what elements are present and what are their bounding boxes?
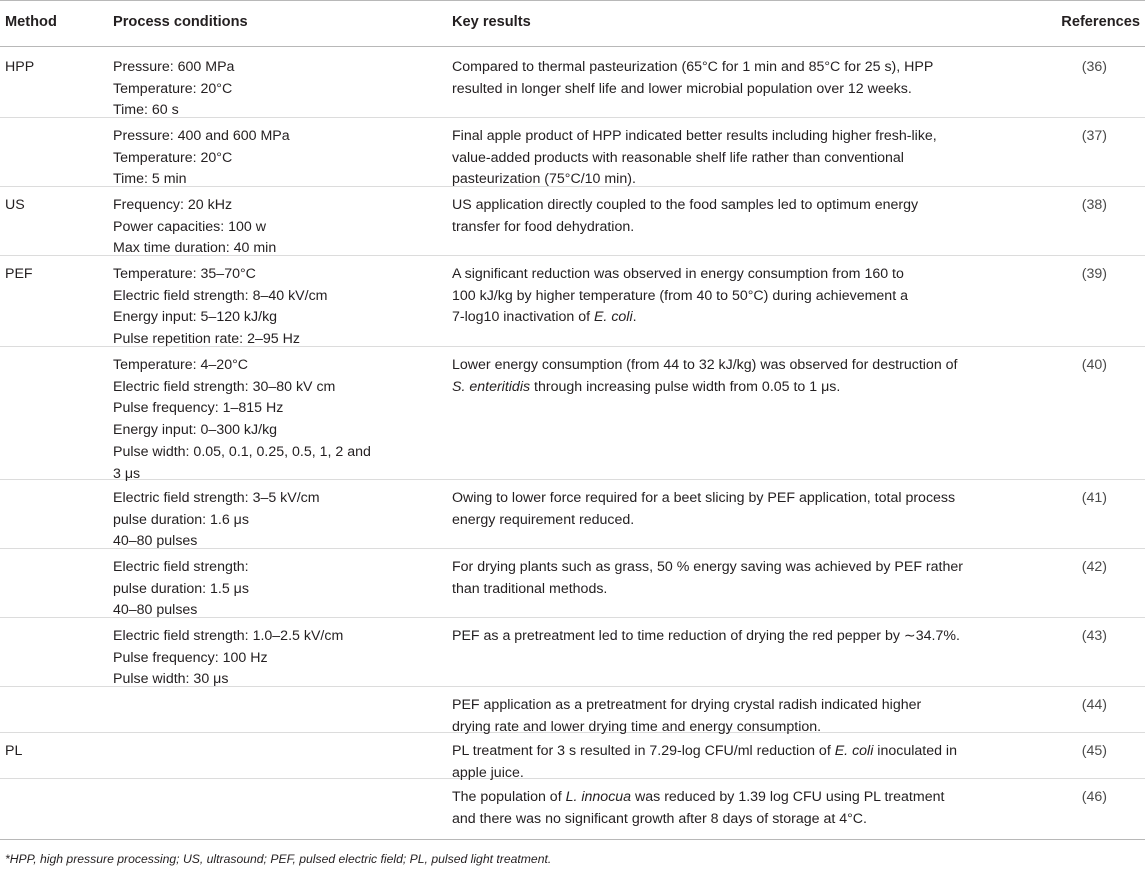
reference-cell: (44)	[1081, 697, 1107, 713]
results-line: resulted in longer shelf life and lower microbial population over 12 weeks.	[452, 80, 912, 97]
conditions-cell	[113, 626, 438, 691]
conditions-line: Pulse width: 30 μs	[113, 671, 229, 688]
results-cell	[452, 695, 1012, 738]
conditions-cell	[113, 557, 438, 622]
results-line: drying rate and lower drying time and energy consumption.	[452, 718, 822, 735]
results-cell	[452, 787, 1012, 830]
conditions-line: 40–80 pulses	[113, 602, 198, 619]
reference-cell: (45)	[1081, 743, 1107, 759]
reference-cell: (42)	[1081, 559, 1107, 575]
conditions-line: Temperature: 20°C	[113, 80, 233, 97]
results-cell	[452, 626, 1012, 648]
results-line: A significant reduction was observed in energy consumption from 160 to	[452, 266, 904, 282]
conditions-line: Pressure: 600 MPa	[113, 59, 235, 75]
results-cell	[452, 355, 1012, 398]
conditions-line: Electric field strength: 3–5 kV/cm	[113, 490, 320, 506]
header-method: Method	[5, 14, 57, 30]
results-line: transfer for food dehydration.	[452, 218, 635, 235]
conditions-line: Time: 60 s	[113, 102, 179, 119]
results-cell	[452, 488, 1012, 531]
conditions-line: 3 μs	[113, 465, 141, 482]
method-cell: HPP	[5, 59, 35, 75]
results-line: value-added products with reasonable shelf life rather than conventional	[452, 149, 904, 166]
results-cell	[452, 57, 1012, 100]
conditions-cell	[113, 488, 438, 553]
conditions-line: Electric field strength: 1.0–2.5 kV/cm	[113, 628, 344, 644]
method-cell: PL	[5, 743, 23, 759]
results-cell	[452, 126, 1012, 191]
conditions-line: pulse duration: 1.5 μs	[113, 580, 249, 597]
conditions-line: Time: 5 min	[113, 171, 187, 188]
results-line: S. enteritidis through increasing pulse width from 0.05 to 1 μs.	[452, 378, 841, 395]
results-line: PEF application as a pretreatment for drying crystal radish indicated higher	[452, 697, 922, 713]
conditions-line: Electric field strength:	[113, 559, 249, 575]
table-top-rule	[0, 0, 1145, 1]
results-line: The population of L. innocua was reduced by 1.39 log CFU using PL treatment	[452, 789, 945, 805]
reference-cell: (39)	[1081, 266, 1107, 282]
results-line: PEF as a pretreatment led to time reduction of drying the red pepper by ∼34.7%.	[452, 628, 960, 644]
results-cell	[452, 264, 1012, 329]
conditions-line: Temperature: 35–70°C	[113, 266, 256, 282]
results-cell	[452, 195, 1012, 238]
conditions-cell	[113, 126, 438, 191]
reference-cell: (43)	[1081, 628, 1107, 644]
reference-cell: (36)	[1081, 59, 1107, 75]
reference-cell: (46)	[1081, 789, 1107, 805]
method-cell: PEF	[5, 266, 33, 282]
conditions-cell	[113, 355, 438, 485]
conditions-line: Frequency: 20 kHz	[113, 197, 233, 213]
conditions-line: 40–80 pulses	[113, 533, 198, 550]
table-footnote: *HPP, high pressure processing; US, ultrasound; PEF, pulsed electric field; PL, pulsed light treatment.	[5, 852, 552, 866]
conditions-line: Pulse repetition rate: 2–95 Hz	[113, 331, 300, 348]
results-line: apple juice.	[452, 764, 524, 781]
results-line: Lower energy consumption (from 44 to 32 kJ/kg) was observed for destruction of	[452, 357, 958, 373]
conditions-line: Pulse width: 0.05, 0.1, 0.25, 0.5, 1, 2 and	[113, 443, 371, 460]
results-line: than traditional methods.	[452, 580, 608, 597]
reference-cell: (41)	[1081, 490, 1107, 506]
conditions-line: Temperature: 4–20°C	[113, 357, 249, 373]
header-results: Key results	[452, 14, 531, 30]
conditions-line: Electric field strength: 30–80 kV cm	[113, 378, 336, 395]
reference-cell: (40)	[1081, 357, 1107, 373]
conditions-line: Temperature: 20°C	[113, 149, 233, 166]
conditions-cell	[113, 57, 438, 122]
conditions-line: Pressure: 400 and 600 MPa	[113, 128, 290, 144]
table-bottom-rule	[0, 839, 1145, 840]
header-references: References	[1061, 14, 1140, 30]
header-rule	[0, 46, 1145, 47]
conditions-line: Energy input: 5–120 kJ/kg	[113, 309, 278, 326]
reference-cell: (37)	[1081, 128, 1107, 144]
conditions-line: Power capacities: 100 w	[113, 218, 266, 235]
conditions-line: Electric field strength: 8–40 kV/cm	[113, 287, 328, 304]
reference-cell: (38)	[1081, 197, 1107, 213]
results-line: energy requirement reduced.	[452, 511, 635, 528]
results-line: 100 kJ/kg by higher temperature (from 40 to 50°C) during achievement a	[452, 287, 908, 304]
conditions-line: Max time duration: 40 min	[113, 240, 277, 257]
conditions-cell	[113, 264, 438, 351]
conditions-line: Pulse frequency: 1–815 Hz	[113, 400, 284, 417]
conditions-cell	[113, 195, 438, 260]
results-cell	[452, 557, 1012, 600]
conditions-line: Energy input: 0–300 kJ/kg	[113, 422, 278, 439]
header-conditions: Process conditions	[113, 14, 248, 30]
results-line: Owing to lower force required for a beet slicing by PEF application, total process	[452, 490, 956, 506]
results-line: For drying plants such as grass, 50 % energy saving was achieved by PEF rather	[452, 559, 963, 575]
results-cell	[452, 741, 1012, 784]
results-line: Final apple product of HPP indicated better results including higher fresh-like,	[452, 128, 937, 144]
conditions-line: pulse duration: 1.6 μs	[113, 511, 249, 528]
results-line: US application directly coupled to the food samples led to optimum energy	[452, 197, 919, 213]
conditions-line: Pulse frequency: 100 Hz	[113, 649, 268, 666]
results-line: pasteurization (75°C/10 min).	[452, 171, 636, 188]
results-line: 7-log10 inactivation of E. coli.	[452, 309, 637, 326]
results-line: PL treatment for 3 s resulted in 7.29-log CFU/ml reduction of E. coli inoculated in	[452, 743, 957, 759]
method-cell: US	[5, 197, 25, 213]
results-line: and there was no significant growth after 8 days of storage at 4°C.	[452, 810, 867, 827]
results-line: Compared to thermal pasteurization (65°C for 1 min and 85°C for 25 s), HPP	[452, 59, 934, 75]
